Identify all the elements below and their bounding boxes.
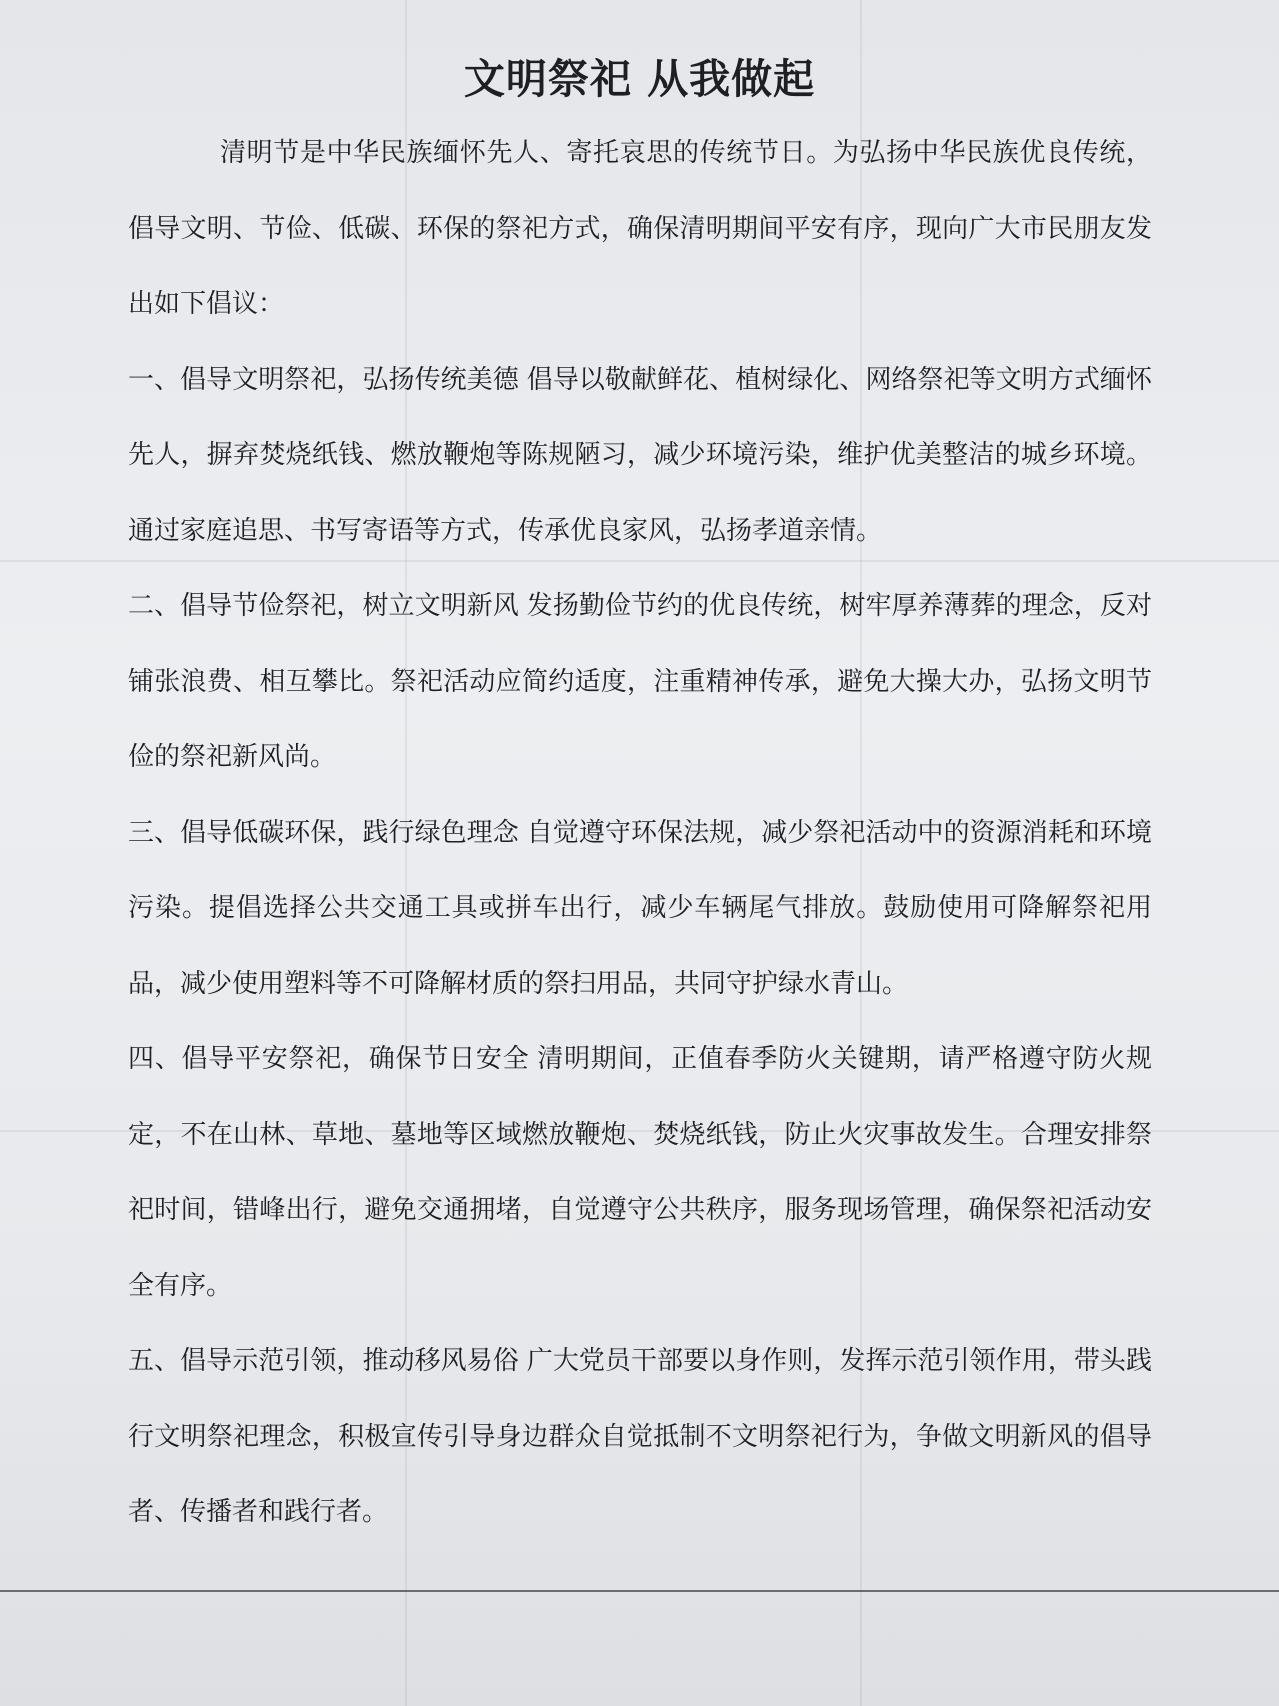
document-title: 文明祭祀 从我做起 [463, 55, 816, 103]
section-heading: 一、倡导文明祭祀，弘扬传统美德 [128, 364, 519, 395]
section-heading: 二、倡导节俭祭祀，树立文明新风 [128, 591, 519, 621]
section-body: 发扬勤俭节约的优良传统，树牢厚养薄葬的理念，反对铺张浪费、相互攀比。祭祀活动应简约适度，注重精神传承，避免大操大办，弘扬文明节俭的祭祀新风尚。 [128, 591, 1152, 772]
horizontal-rule [0, 1590, 1279, 1592]
section-2 [128, 569, 1152, 796]
section-heading: 四、倡导平安祭祀，确保节日安全 [128, 1044, 530, 1074]
section-1 [128, 343, 1152, 570]
section-3 [128, 796, 1152, 1023]
intro-paragraph: 清明节是中华民族缅怀先人、寄托哀思的传统节日。为弘扬中华民族优良传统，倡导文明、节俭、低碳、环保的祭祀方式，确保清明期间平安有序，现向广大市民朋友发出如下倡议： [128, 138, 1152, 319]
section-body: 自觉遵守环保法规，减少祭祀活动中的资源消耗和环境污染。提倡选择公共交通工具或拼车出行，减少车辆尾气排放。鼓励使用可降解祭祀用品，减少使用塑料等不可降解材质的祭扫用品，共同守护绿水青山。 [128, 817, 1152, 999]
document-body [128, 116, 1152, 1551]
section-body: 倡导以敬献鲜花、植树绿化、网络祭祀等文明方式缅怀先人，摒弃焚烧纸钱、燃放鞭炮等陈规陋习，减少环境污染，维护优美整洁的城乡环境。通过家庭追思、书写寄语等方式，传承优良家风，弘扬孝道亲情。 [128, 364, 1152, 546]
section-4 [128, 1022, 1152, 1324]
section-heading: 五、倡导示范引领，推动移风易俗 [128, 1346, 519, 1376]
section-5 [128, 1324, 1152, 1551]
section-heading: 三、倡导低碳环保，践行绿色理念 [128, 817, 519, 848]
section-body: 广大党员干部要以身作则，发挥示范引领作用，带头践行文明祭祀理念，积极宣传引导身边群众自觉抵制不文明祭祀行为，争做文明新风的倡导者、传播者和践行者。 [128, 1346, 1152, 1527]
section-body: 清明期间，正值春季防火关键期，请严格遵守防火规定，不在山林、草地、墓地等区域燃放鞭炮、焚烧纸钱，防止火灾事故发生。合理安排祭祀时间，错峰出行，避免交通拥堵，自觉遵守公共秩序，服务现场管理，确保祭祀活动安全有序。 [128, 1044, 1152, 1301]
